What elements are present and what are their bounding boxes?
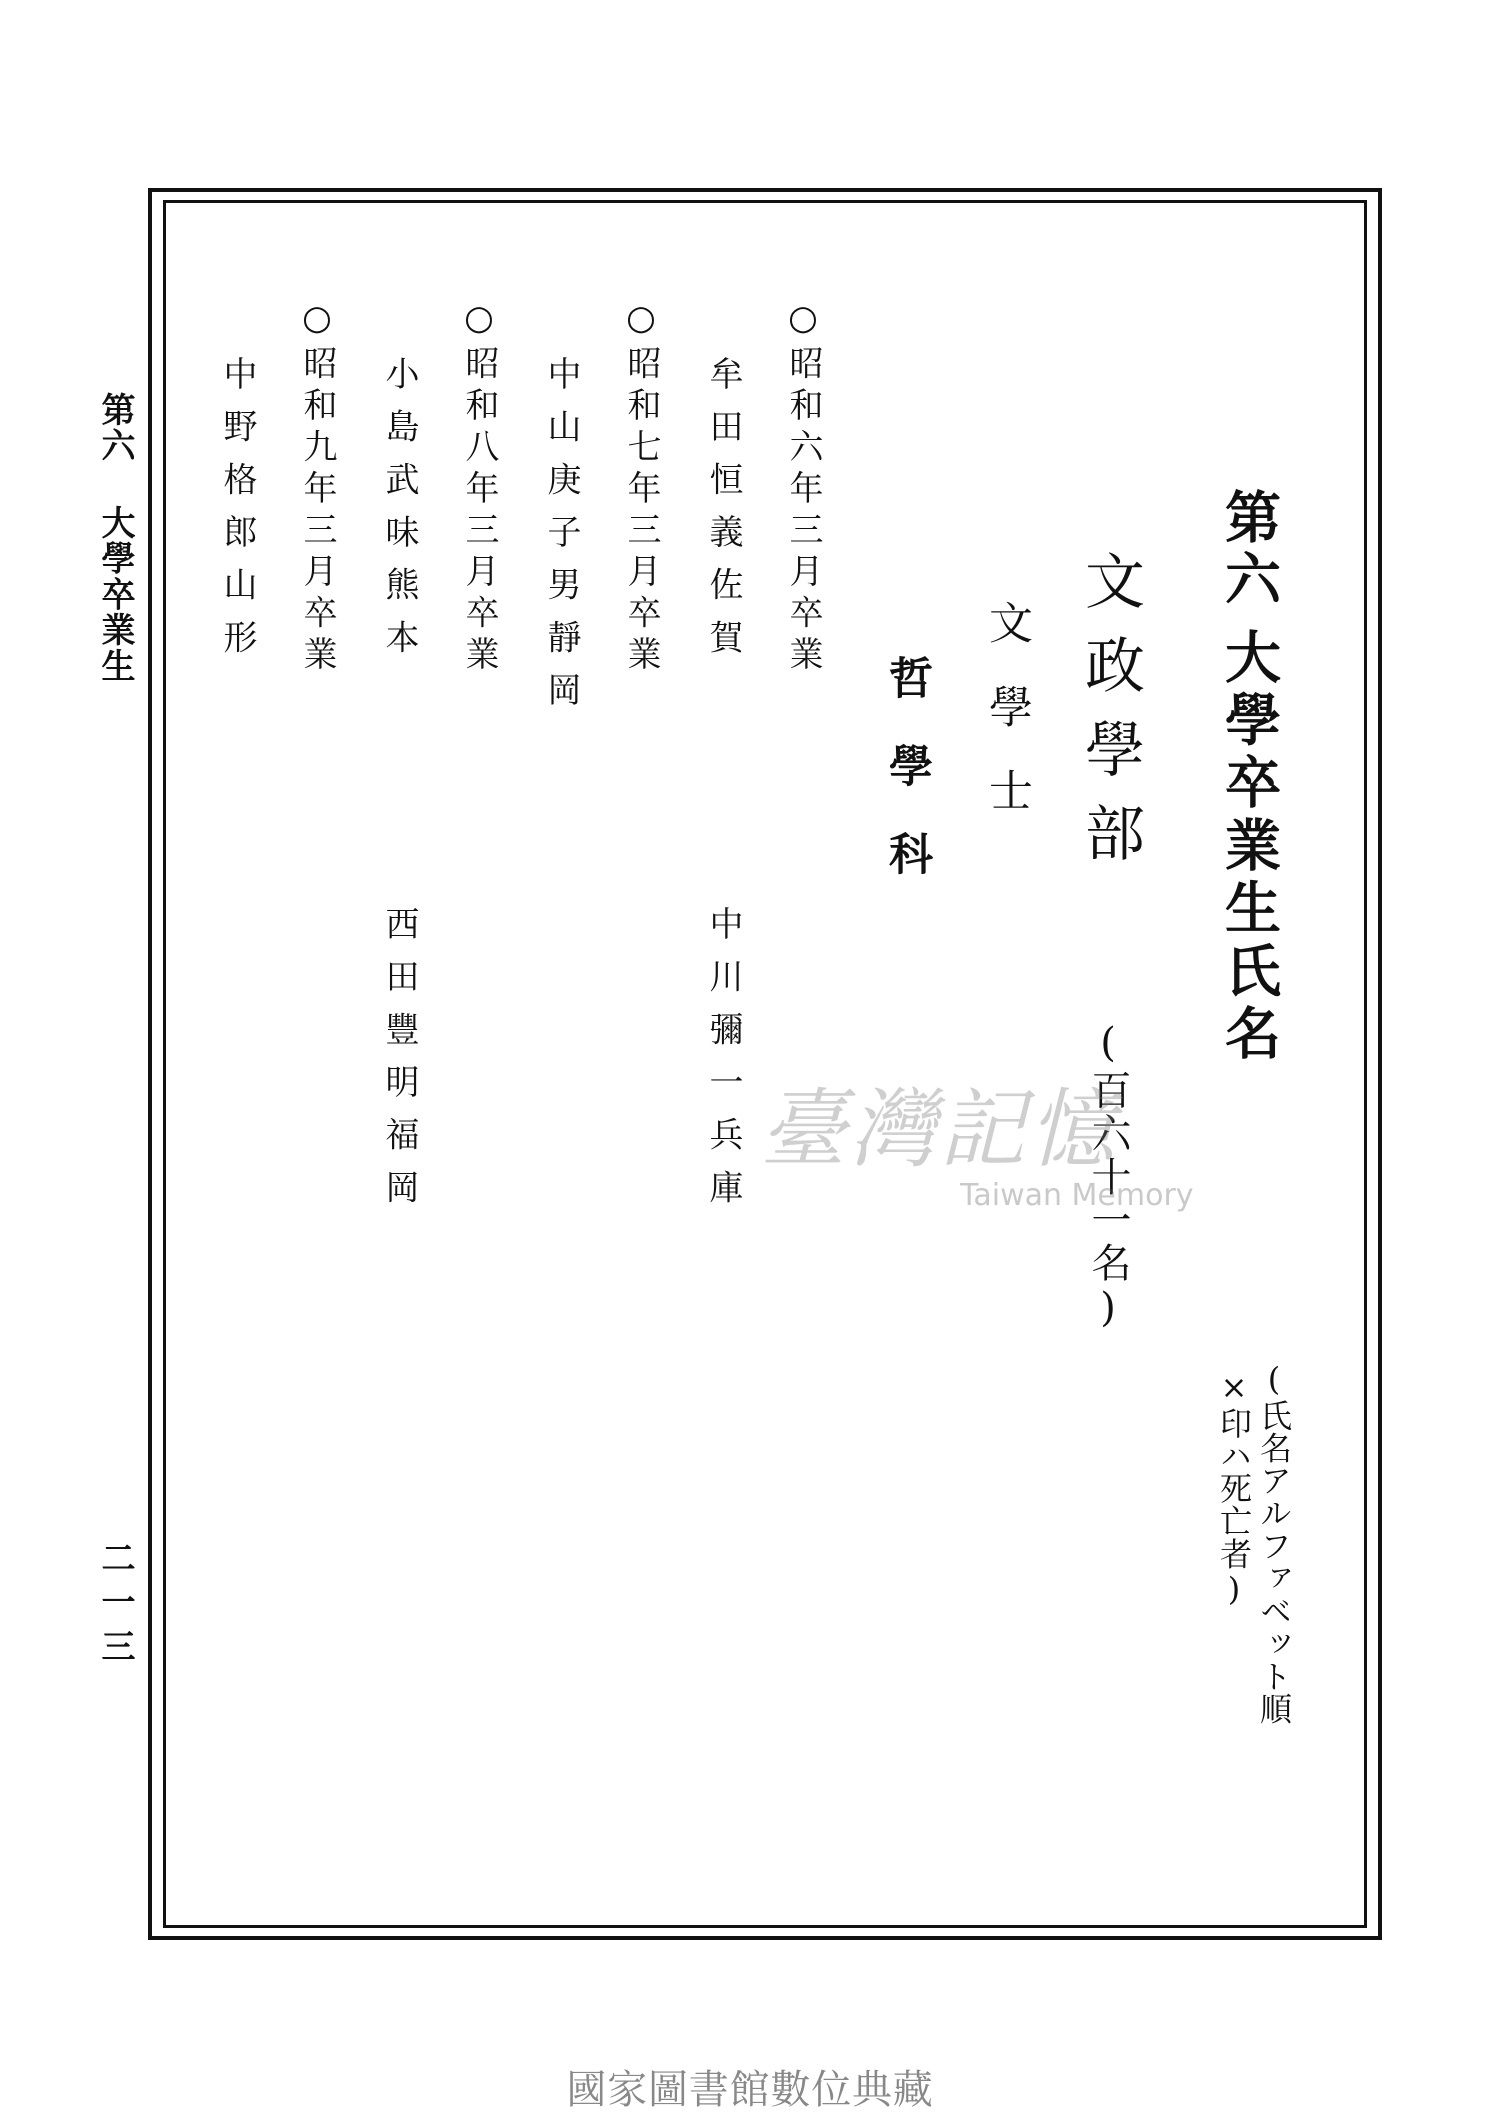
section-title-number: 第六: [1216, 488, 1281, 612]
faculty-count: (百六十一名): [1085, 1020, 1131, 1335]
graduation-year: ○昭和七年三月卒業: [621, 298, 661, 678]
graduate-name: 中野格郎山形: [217, 356, 257, 673]
section-title: 大學卒業生氏名: [1216, 628, 1281, 1068]
page-border-inner: [163, 200, 1367, 1928]
graduate-name: 中山庚子男靜岡: [541, 356, 581, 725]
graduate-name: 小島武味熊本: [379, 356, 419, 673]
note-deceased: ×印ハ死亡者): [1215, 1368, 1253, 1609]
graduation-year: ○昭和九年三月卒業: [297, 298, 337, 678]
watermark-text: 臺灣記憶: [760, 1080, 1118, 1180]
degree-name: 文學士: [981, 600, 1032, 851]
graduate-name: 牟田恒義佐賀: [703, 356, 743, 673]
graduation-year: ○昭和八年三月卒業: [459, 298, 499, 678]
running-head: 第六 大學卒業生: [95, 392, 135, 684]
page-number: 二一三: [95, 1540, 135, 1673]
graduate-name: 西田豐明福岡: [379, 906, 419, 1223]
graduate-name: 中川彌一兵庫: [703, 906, 743, 1223]
note-order: (氏名アルファベット順: [1255, 1360, 1293, 1726]
faculty-name: 文政學部: [1075, 550, 1145, 886]
department-name: 哲學科: [881, 655, 932, 919]
archive-footer: 國家圖書館數位典藏: [566, 2067, 934, 2113]
graduation-year: ○昭和六年三月卒業: [783, 298, 823, 678]
watermark-subtext: Taiwan Memory: [960, 1178, 1194, 1213]
